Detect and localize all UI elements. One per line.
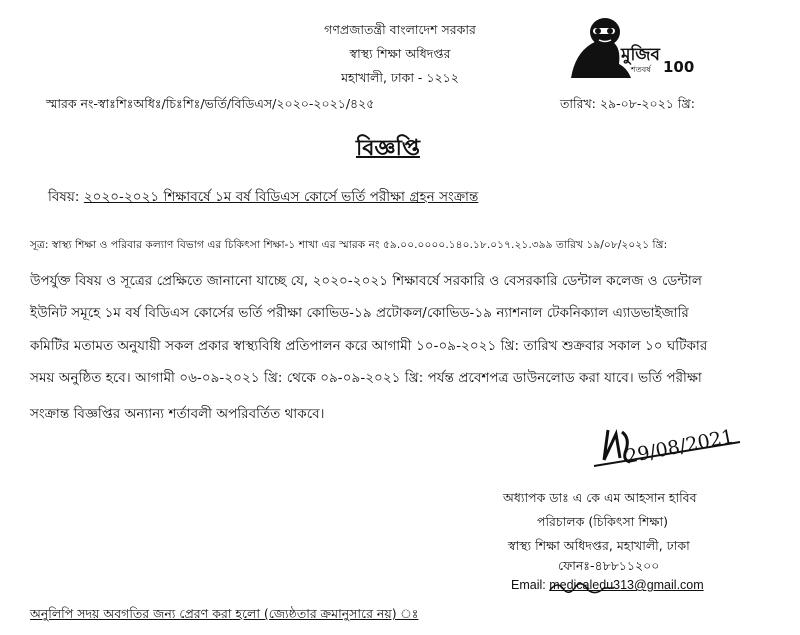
initials-scribble	[548, 576, 618, 600]
signatory-designation: পরিচালক (চিকিৎসা শিক্ষা)	[537, 514, 668, 529]
header-address: মহাখালী, ঢাকা - ১২১২	[341, 70, 459, 85]
notice-title: বিজ্ঞপ্তি	[356, 136, 420, 161]
body-line: কমিটির মতামত অনুযায়ী সকল প্রকার স্বাস্থ্যবিধি প্রতিপালন করে আগামী ১০-০৯-২০২১ খ্রি: তারিখ শুক্রবার সকাল ১০ ঘটিকার	[30, 339, 708, 354]
mujib-100-logo	[565, 14, 695, 80]
email-label: Email:	[511, 578, 546, 592]
handwritten-signature	[590, 420, 760, 482]
body-line: উপর্যুক্ত বিষয় ও সূত্রের প্রেক্ষিতে জানানো যাচ্ছে যে, ২০২০-২০২১ শিক্ষাবর্ষে সরকারি ও বেসরকারি ডেন্টাল কলেজ ও ডেন্টাল	[30, 274, 702, 289]
logo-text-main: মুজিব	[621, 45, 660, 65]
logo-text-num: 100	[663, 58, 695, 76]
memo-date: তারিখ: ২৯-০৮-২০২১ খ্রি:	[560, 96, 695, 111]
source-reference: সূত্র: স্বাস্থ্য শিক্ষা ও পরিবার কল্যাণ বিভাগ এর চিকিৎসা শিক্ষা-১ শাখা এর স্মারক নং ৫৯.০০.০০০০.১৪০.১৮.০১৭.২১.৩৯৯ তারিখ ১৯/০৮/২০২১ খ্রি:	[30, 238, 668, 251]
header-govt: গণপ্রজাতন্ত্রী বাংলাদেশ সরকার	[324, 22, 476, 37]
subject-line	[48, 187, 478, 209]
signatory-name: অধ্যাপক ডাঃ এ কে এম আহসান হাবিব	[503, 490, 697, 505]
header-dept: স্বাস্থ্য শিক্ষা অধিদপ্তর	[349, 46, 451, 61]
signatory-office: স্বাস্থ্য শিক্ষা অধিদপ্তর, মহাখালী, ঢাকা	[508, 538, 690, 553]
handwritten-date: 29/08/2021	[623, 425, 736, 468]
signatory-phone: ফোনঃ-৪৮৮১১২০০	[558, 558, 660, 573]
body-line: সংক্রান্ত বিজ্ঞপ্তির অন্যান্য শর্তাবলী অপরিবর্তিত থাকবে।	[30, 407, 325, 422]
copy-note: অনুলিপি সদয় অবগতির জন্য প্রেরণ করা হলো (জ্যেষ্ঠতার ক্রমানুসারে নয়) ঃ	[30, 606, 419, 621]
subject-text: ২০২০-২০২১ শিক্ষাবর্ষে ১ম বর্ষ বিডিএস কোর্সে ভর্তি পরীক্ষা গ্রহন সংক্রান্ত	[83, 190, 479, 205]
email-link[interactable]: medicaledu313@gmail.com	[549, 578, 704, 592]
memo-reference: স্মারক নং-স্বাঃশিঃঅধিঃ/চিঃশিঃ/ভর্তি/বিডিএস/২০২০-২০২১/৪২৫	[46, 96, 375, 111]
subject-label: বিষয়:	[48, 190, 80, 205]
body-line: ইউনিট সমূহে ১ম বর্ষ বিডিএস কোর্সের ভর্তি পরীক্ষা কোভিড-১৯ প্রটোকল/কোভিড-১৯ ন্যাশনাল টেকনিক্যাল এ্যাডভাইজারি	[30, 306, 689, 321]
initials-icon	[548, 576, 618, 600]
body-line: সময় অনুষ্ঠিত হবে। আগামী ০৬-০৯-২০২১ খ্রি: থেকে ০৯-০৯-২০২১ খ্রি: পর্যন্ত প্রবেশপত্র ডাউনলোড করা যাবে। ভর্তি পরীক্ষা	[30, 371, 702, 386]
logo-text-sub: শতবর্ষ	[631, 65, 651, 74]
